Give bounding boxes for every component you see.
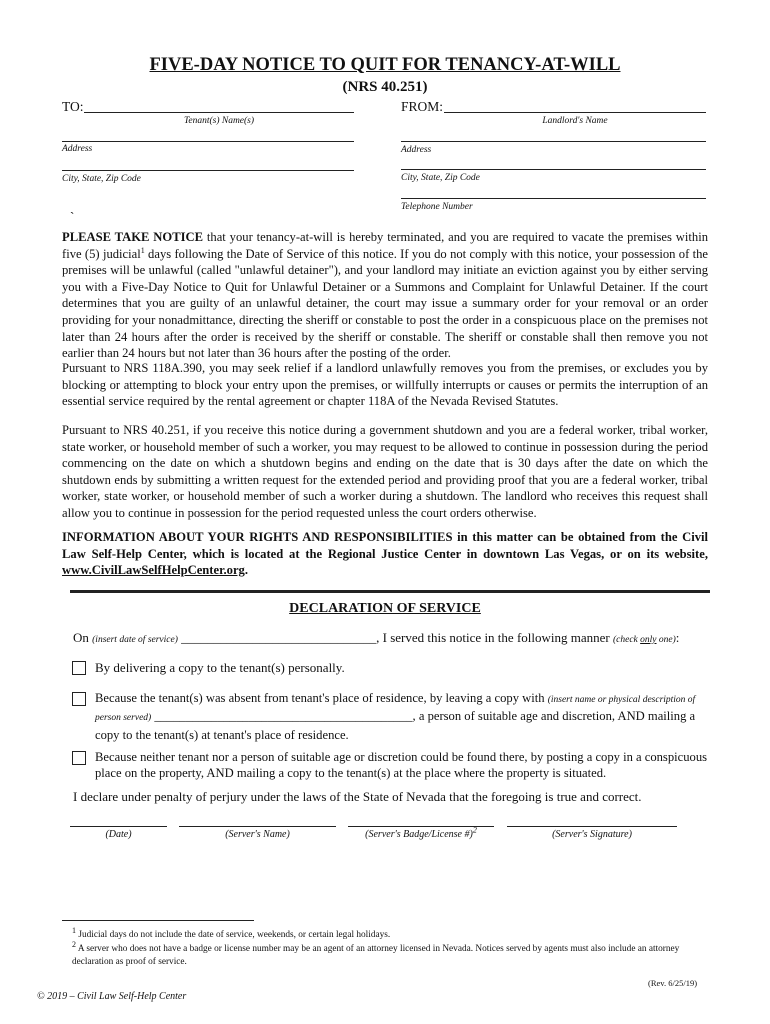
check-colon: : — [675, 630, 680, 645]
server-name-line[interactable] — [179, 826, 336, 827]
landlord-name-field[interactable] — [444, 112, 706, 113]
footnote-divider — [62, 920, 254, 921]
date-signature-line[interactable] — [70, 826, 167, 827]
section-divider — [70, 590, 710, 593]
footnote-1-number: 1 — [72, 925, 76, 935]
information-end: . — [244, 563, 248, 578]
person-served-hint: (insert name or physical description of person served) — [95, 695, 696, 724]
information-paragraph — [62, 529, 708, 579]
notice-paragraph — [62, 229, 708, 362]
posting-service-checkbox[interactable] — [72, 751, 86, 765]
shutdown-paragraph: Pursuant to NRS 40.251, if you receive this notice during a government shutdown and you are a federal worker, tribal worker, state worker, or household member of such a worker, you may request to be allowed to continue in possession during the period commencing on the date on which a shutdown begins and ending on the date that is 30 days after the date on which the shutdown ends by submitting a written request for the extended period and providing proof that you are a federal worker, tribal worker, state worker, or household member of such a worker during a shutdown. The landlord who receives this request shall allow you to continue in possession for the period requested unless the court orders otherwise. — [62, 423, 708, 520]
served-text: , I served this notice in the following manner — [376, 630, 610, 645]
notice-lead: PLEASE TAKE NOTICE — [62, 230, 203, 244]
person-served-field[interactable]: _________________________________________ — [154, 709, 413, 724]
personal-delivery-checkbox[interactable] — [72, 661, 86, 675]
footnote-1 — [72, 925, 712, 942]
copyright-notice: © 2019 – Civil Law Self-Help Center — [37, 991, 187, 1002]
footnote-ref-2: 2 — [472, 825, 477, 835]
tenant-name-caption: Tenant(s) Name(s) — [183, 116, 255, 126]
notice-text-a: that your tenancy-at-will is hereby terminated, and you are required to vacate the premises within five (5) judicial — [62, 230, 708, 261]
tenant-address-caption: Address — [62, 144, 93, 154]
website-link[interactable]: www.CivilLawSelfHelpCenter.org — [62, 563, 245, 578]
server-badge-caption — [348, 825, 494, 840]
statute-reference: (NRS 40.251) — [342, 79, 428, 95]
document-title: FIVE-DAY NOTICE TO QUIT FOR TENANCY-AT-WILL — [149, 55, 621, 75]
landlord-phone-field[interactable] — [401, 198, 706, 199]
footnote-2-number: 2 — [72, 939, 76, 949]
footnote-ref-1: 1 — [140, 245, 145, 255]
server-signature-line[interactable] — [507, 826, 677, 827]
check-hint — [613, 635, 676, 645]
option-posting-service: Because neither tenant nor a person of suitable age or discretion could be found there, by posting a copy in a conspicuous place on the property, AND mailing a copy to the tenant(s) at the place where the property is situated. — [95, 750, 708, 781]
footnote-2-text: A server who does not have a badge or license number may be an agent of an attorney licensed in Nevada. Notices served by agents must also include an attorney declaration as proof of service. — [72, 944, 680, 967]
declaration-title: DECLARATION OF SERVICE — [289, 601, 481, 616]
check-hint-only: only — [640, 635, 657, 645]
information-text: INFORMATION ABOUT YOUR RIGHTS AND RESPONSIBILITIES in this matter can be obtained from the Civil Law Self-Help Center, which is located at the Regional Justice Center in downtown Las Vegas, or on its website, — [62, 530, 708, 561]
landlord-phone-caption: Telephone Number — [401, 202, 473, 212]
from-label: FROM: — [401, 99, 444, 114]
tenant-address-field[interactable] — [62, 141, 354, 142]
landlord-name-caption: Landlord's Name — [542, 116, 608, 126]
tenant-city-field[interactable] — [62, 170, 354, 171]
notice-text-b: days following the Date of Service of this notice. If you do not comply with this notice, your possession of the premises will be unlawful (called "unlawful detainer"), and your landlord may initiate an eviction against you by either serving you with a Five-Day Notice to Quit for Unlawful Detainer or a Summons and Complaint for Unlawful Detainer. If the court determines that you are guilty of an unlawful detainer, the court may issue a summary order for your removal or an order providing for your nonadmittance, directing the sheriff or constable to post the order in a conspicuous place on the premises not later than 24 hours after the order is received by the sheriff or constable. The sheriff or constable shall then remove you not earlier than 24 hours but not later than 36 hours after the posting of the order. — [62, 246, 708, 361]
option-substitute-service — [95, 690, 700, 743]
server-signature-caption: (Server's Signature) — [552, 829, 632, 840]
to-label: TO: — [62, 99, 84, 114]
landlord-city-caption: City, State, Zip Code — [401, 173, 480, 183]
service-date-line — [73, 630, 713, 646]
relief-paragraph: Pursuant to NRS 118A.390, you may seek relief if a landlord unlawfully removes you from the premises, or excludes you by blocking or attempting to block your entry upon the premises, or willfully interrupts or causes or permits the interruption of an essential service required by the rental agreement or chapter 118A of the Nevada Revised Statutes. — [62, 361, 708, 409]
check-hint-b: one) — [656, 635, 676, 645]
revision-date: (Rev. 6/25/19) — [648, 978, 698, 988]
service-date-field[interactable]: ______________________________ — [181, 630, 377, 645]
option2-text-a: Because the tenant(s) was absent from tenant's place of residence, by leaving a copy with — [95, 691, 545, 705]
option-personal-delivery: By delivering a copy to the tenant(s) personally. — [95, 660, 345, 675]
tenant-city-caption: City, State, Zip Code — [62, 174, 141, 184]
check-hint-a: (check — [612, 635, 641, 645]
landlord-address-caption: Address — [401, 145, 432, 155]
on-label: On — [73, 630, 89, 645]
server-name-caption: (Server's Name) — [225, 829, 290, 840]
tenant-name-field[interactable] — [84, 112, 354, 113]
footnote-2 — [72, 939, 712, 969]
date-caption: (Date) — [105, 829, 132, 840]
landlord-city-field[interactable] — [401, 169, 706, 170]
perjury-statement: I declare under penalty of perjury under the laws of the State of Nevada that the foregoing is true and correct. — [73, 789, 642, 804]
landlord-address-field[interactable] — [401, 141, 706, 142]
date-hint: (insert date of service) — [92, 635, 178, 645]
server-badge-caption-text: (Server's Badge/License #) — [365, 829, 473, 840]
stray-mark: ` — [70, 209, 75, 224]
option2-text-b: , a person of suitable age and discretion, AND mailing a copy to the tenant(s) at tenant's place of residence. — [95, 709, 696, 742]
substitute-service-checkbox[interactable] — [72, 692, 86, 706]
footnote-1-text: Judicial days do not include the date of service, weekends, or certain legal holidays. — [78, 930, 391, 940]
